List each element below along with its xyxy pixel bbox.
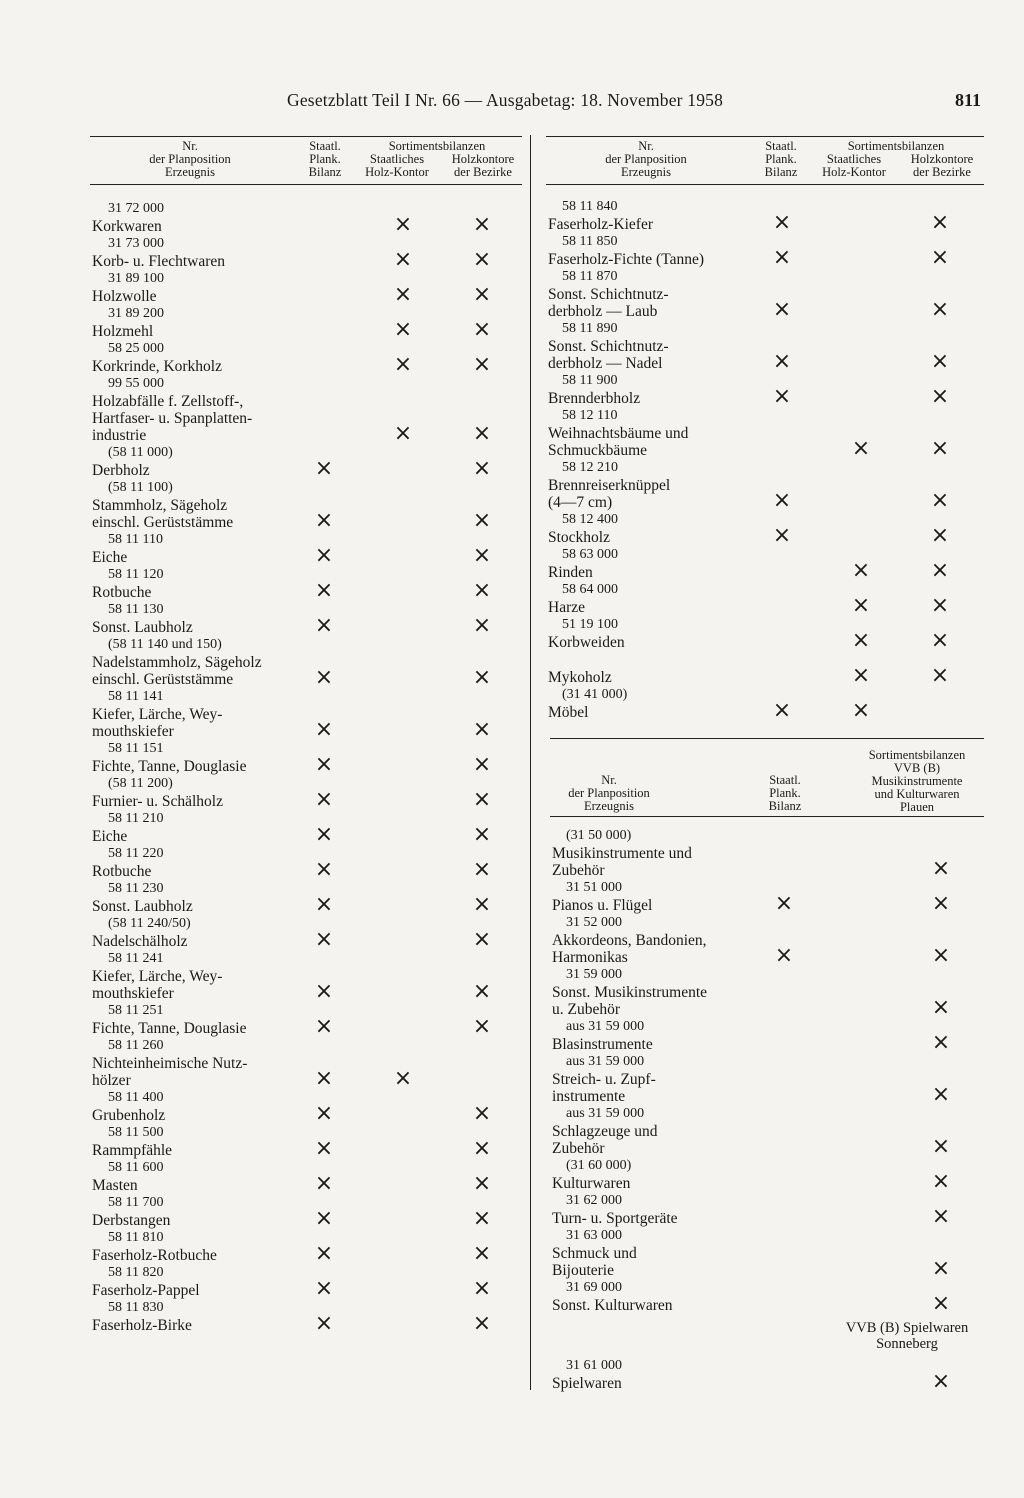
mark-cross: × bbox=[772, 488, 792, 513]
plan-position-code: 31 89 100 bbox=[108, 271, 164, 286]
vvb-spielwaren-note: VVB (B) Spielwaren Sonneberg bbox=[845, 1320, 969, 1352]
mark-cross: × bbox=[931, 1369, 951, 1394]
product-name: Sonst. Schichtnutz- derbholz — Nadel bbox=[548, 338, 669, 372]
mark-cross: × bbox=[772, 384, 792, 409]
product-name: Kiefer, Lärche, Wey- mouthskiefer bbox=[92, 706, 223, 740]
header-staatliches-holzkontor: Staatliches Holz-Kontor bbox=[822, 152, 886, 179]
mark-cross: × bbox=[393, 282, 413, 307]
product-name: Masten bbox=[92, 1177, 138, 1194]
plan-position-code: 58 11 210 bbox=[108, 811, 164, 826]
plan-position-code: 58 11 500 bbox=[108, 1125, 164, 1140]
header-staatl-plank-bilanz: Staatl. Plank. Bilanz bbox=[768, 773, 802, 813]
product-name: Holzabfälle f. Zellstoff-, Hartfaser- u. Spanplatten- industrie bbox=[92, 393, 253, 444]
mark-cross: × bbox=[393, 317, 413, 342]
mark-cross: × bbox=[930, 436, 950, 461]
gazette-title: Gesetzblatt Teil I Nr. 66 — Ausgabetag: 18. November 1958 bbox=[287, 90, 724, 110]
product-name: Sonst. Kulturwaren bbox=[552, 1297, 673, 1314]
table-row bbox=[550, 1357, 984, 1392]
mark-cross: × bbox=[851, 436, 871, 461]
plan-position-code bbox=[546, 651, 984, 669]
table-row bbox=[550, 879, 984, 914]
table-row bbox=[546, 198, 984, 233]
mark-cross: × bbox=[393, 212, 413, 237]
table-row bbox=[90, 444, 522, 479]
table-row bbox=[550, 1279, 984, 1314]
table-row bbox=[546, 511, 984, 546]
product-name: Mykoholz bbox=[548, 669, 612, 686]
plan-position-code: 58 11 820 bbox=[108, 1265, 164, 1280]
table-row bbox=[546, 320, 984, 372]
mark-cross: × bbox=[472, 717, 492, 742]
mark-cross: × bbox=[930, 384, 950, 409]
header-bottom-rule bbox=[550, 816, 984, 817]
product-name: Eiche bbox=[92, 549, 128, 566]
product-name: Rammpfähle bbox=[92, 1142, 173, 1159]
header-staatl-plank-bilanz: Staatl. Plank. Bilanz bbox=[764, 139, 798, 179]
product-name: Faserholz-Pappel bbox=[92, 1282, 200, 1299]
mark-cross: × bbox=[772, 349, 792, 374]
table-row bbox=[90, 1159, 522, 1194]
product-name: Sonst. Musikinstrumente u. Zubehör bbox=[552, 984, 708, 1018]
plan-position-code: 31 63 000 bbox=[566, 1228, 622, 1243]
table-row bbox=[550, 1192, 984, 1227]
mark-cross: × bbox=[472, 1014, 492, 1039]
mark-cross: × bbox=[774, 943, 794, 968]
table-row bbox=[550, 1227, 984, 1279]
mark-cross: × bbox=[314, 822, 334, 847]
plan-position-code: 58 11 700 bbox=[108, 1195, 164, 1210]
table-row bbox=[90, 1089, 522, 1124]
mark-cross: × bbox=[472, 927, 492, 952]
page-header bbox=[92, 90, 986, 116]
plan-position-code: 31 69 000 bbox=[566, 1280, 622, 1295]
plan-position-code: 58 11 220 bbox=[108, 846, 164, 861]
mark-cross: × bbox=[314, 927, 334, 952]
mark-cross: × bbox=[314, 508, 334, 533]
mark-cross: × bbox=[472, 352, 492, 377]
product-name: Rotbuche bbox=[92, 863, 152, 880]
mark-cross: × bbox=[930, 593, 950, 618]
mark-cross: × bbox=[472, 282, 492, 307]
plan-position-code: 58 11 141 bbox=[108, 689, 164, 704]
mark-cross: × bbox=[472, 1171, 492, 1196]
mark-cross: × bbox=[314, 1206, 334, 1231]
table-row bbox=[546, 546, 984, 581]
plan-position-code: (31 41 000) bbox=[562, 687, 628, 702]
mark-cross: × bbox=[472, 247, 492, 272]
mark-cross: × bbox=[472, 892, 492, 917]
header-sortimentsbilanzen: Sortimentsbilanzen bbox=[388, 139, 486, 153]
product-name: Eiche bbox=[92, 828, 128, 845]
mark-cross: × bbox=[772, 210, 792, 235]
mark-cross: × bbox=[314, 1014, 334, 1039]
mark-cross: × bbox=[472, 665, 492, 690]
product-name: Fichte, Tanne, Douglasie bbox=[92, 758, 247, 775]
table-top-rule bbox=[546, 136, 984, 137]
mark-cross: × bbox=[314, 456, 334, 481]
mark-cross: × bbox=[472, 787, 492, 812]
product-name: Sonst. Laubholz bbox=[92, 619, 193, 636]
table-row bbox=[90, 845, 522, 880]
table-row bbox=[546, 372, 984, 407]
product-name: Fichte, Tanne, Douglasie bbox=[92, 1020, 247, 1037]
product-name: Turn- u. Sportgeräte bbox=[552, 1210, 678, 1227]
plan-position-code: 31 73 000 bbox=[108, 236, 164, 251]
plan-position-code: 31 61 000 bbox=[566, 1358, 622, 1373]
mark-cross: × bbox=[314, 1171, 334, 1196]
plan-position-code: aus 31 59 000 bbox=[566, 1054, 645, 1069]
product-name: Derbstangen bbox=[92, 1212, 171, 1229]
header-staatl-plank-bilanz: Staatl. Plank. Bilanz bbox=[308, 139, 342, 179]
product-name: Pianos u. Flügel bbox=[552, 897, 653, 914]
table-row bbox=[90, 200, 522, 235]
plan-position-code: 58 11 110 bbox=[108, 532, 163, 547]
plan-position-code: (58 11 140 und 150) bbox=[108, 637, 222, 652]
table-row bbox=[550, 966, 984, 1018]
product-name: Nadelstammholz, Sägeholz einschl. Gerüststämme bbox=[92, 654, 262, 688]
plan-position-code: 58 11 830 bbox=[108, 1300, 164, 1315]
product-name: Blasinstrumente bbox=[552, 1036, 653, 1053]
plan-position-code: 58 12 210 bbox=[562, 460, 618, 475]
plan-position-code: aus 31 59 000 bbox=[566, 1019, 645, 1034]
product-name: Harze bbox=[548, 599, 585, 616]
table-row bbox=[90, 601, 522, 636]
product-name: Stammholz, Sägeholz einschl. Gerüststämme bbox=[92, 497, 234, 531]
plan-position-code: 58 11 870 bbox=[562, 269, 618, 284]
header-planposition: Nr. der Planposition Erzeugnis bbox=[149, 139, 231, 179]
plan-position-code: 99 55 000 bbox=[108, 376, 164, 391]
plan-position-code: 58 11 840 bbox=[562, 199, 618, 214]
header-bottom-rule bbox=[546, 184, 984, 185]
plan-position-code: 58 11 260 bbox=[108, 1038, 164, 1053]
mark-cross: × bbox=[931, 1291, 951, 1316]
table-row bbox=[546, 651, 984, 686]
table-row bbox=[90, 375, 522, 444]
table-row bbox=[90, 636, 522, 688]
plan-position-code: 58 12 110 bbox=[562, 408, 618, 423]
table-row bbox=[546, 268, 984, 320]
plan-position-code: 58 11 890 bbox=[562, 321, 618, 336]
plan-position-code: 58 25 000 bbox=[108, 341, 164, 356]
product-name: Nadelschälholz bbox=[92, 933, 188, 950]
mark-cross: × bbox=[472, 212, 492, 237]
mark-cross: × bbox=[472, 456, 492, 481]
product-name: Derbholz bbox=[92, 462, 150, 479]
product-name: Weihnachtsbäume und Schmuckbäume bbox=[548, 425, 689, 459]
plan-position-code: 58 11 400 bbox=[108, 1090, 164, 1105]
mark-cross: × bbox=[472, 543, 492, 568]
mark-cross: × bbox=[393, 1066, 413, 1091]
mark-cross: × bbox=[931, 1204, 951, 1229]
plan-position-code: (31 60 000) bbox=[566, 1158, 632, 1173]
mark-cross: × bbox=[930, 523, 950, 548]
table-row bbox=[546, 616, 984, 651]
product-name: Korbweiden bbox=[548, 634, 625, 651]
plan-position-code: 51 19 100 bbox=[562, 617, 618, 632]
mark-cross: × bbox=[931, 1134, 951, 1159]
column-divider bbox=[530, 135, 531, 1390]
mark-cross: × bbox=[472, 1276, 492, 1301]
mark-cross: × bbox=[472, 1241, 492, 1266]
mark-cross: × bbox=[930, 297, 950, 322]
mark-cross: × bbox=[930, 558, 950, 583]
plan-position-code: 58 63 000 bbox=[562, 547, 618, 562]
plan-position-code: 58 11 600 bbox=[108, 1160, 164, 1175]
table-row bbox=[90, 479, 522, 531]
mark-cross: × bbox=[314, 1276, 334, 1301]
mark-cross: × bbox=[931, 891, 951, 916]
table-row bbox=[90, 566, 522, 601]
table-row bbox=[90, 950, 522, 1002]
mark-cross: × bbox=[851, 593, 871, 618]
table-row bbox=[90, 740, 522, 775]
table-row bbox=[550, 1157, 984, 1192]
product-name: Korkrinde, Korkholz bbox=[92, 358, 222, 375]
mark-cross: × bbox=[472, 578, 492, 603]
product-name: Schmuck und Bijouterie bbox=[552, 1245, 637, 1279]
table-row bbox=[90, 531, 522, 566]
product-name: Faserholz-Rotbuche bbox=[92, 1247, 217, 1264]
product-name: Rotbuche bbox=[92, 584, 152, 601]
plan-position-code: 31 59 000 bbox=[566, 967, 622, 982]
plan-position-code: 58 11 151 bbox=[108, 741, 164, 756]
music-table bbox=[550, 738, 984, 1398]
plan-position-code: 58 11 251 bbox=[108, 1003, 164, 1018]
mark-cross: × bbox=[931, 1169, 951, 1194]
product-name: Brennderbholz bbox=[548, 390, 641, 407]
product-name: Brennreiserknüppel (4—7 cm) bbox=[548, 477, 671, 511]
product-name: Holzmehl bbox=[92, 323, 154, 340]
mark-cross: × bbox=[851, 628, 871, 653]
mark-cross: × bbox=[314, 752, 334, 777]
table-row bbox=[90, 305, 522, 340]
mark-cross: × bbox=[930, 210, 950, 235]
plan-position-code: 31 62 000 bbox=[566, 1193, 622, 1208]
product-name: Faserholz-Fichte (Tanne) bbox=[548, 251, 705, 268]
table-row bbox=[550, 1053, 984, 1105]
product-name: Nichteinheimische Nutz- hölzer bbox=[92, 1055, 248, 1089]
mark-cross: × bbox=[930, 245, 950, 270]
plan-position-code: 58 11 241 bbox=[108, 951, 164, 966]
mark-cross: × bbox=[314, 1066, 334, 1091]
header-staatliches-holzkontor: Staatliches Holz-Kontor bbox=[365, 152, 429, 179]
plan-position-code: 58 64 000 bbox=[562, 582, 618, 597]
plan-position-code: 58 11 130 bbox=[108, 602, 164, 617]
table-row bbox=[90, 1264, 522, 1299]
mark-cross: × bbox=[314, 1136, 334, 1161]
table-row bbox=[90, 270, 522, 305]
plan-position-code: 31 89 200 bbox=[108, 306, 164, 321]
right-table bbox=[546, 136, 984, 736]
table-row bbox=[90, 1299, 522, 1334]
product-name: Akkordeons, Bandonien, Harmonikas bbox=[552, 932, 707, 966]
mark-cross: × bbox=[772, 698, 792, 723]
table-row bbox=[90, 235, 522, 270]
mark-cross: × bbox=[472, 317, 492, 342]
mark-cross: × bbox=[772, 245, 792, 270]
header-holzkontore-bezirke: Holzkontore der Bezirke bbox=[451, 152, 515, 179]
product-name: Faserholz-Birke bbox=[92, 1317, 192, 1334]
plan-position-code: 58 11 850 bbox=[562, 234, 618, 249]
product-name: Furnier- u. Schälholz bbox=[92, 793, 223, 810]
table-row bbox=[546, 407, 984, 459]
product-name: Möbel bbox=[548, 704, 589, 721]
table-top-rule bbox=[550, 738, 984, 739]
mark-cross: × bbox=[931, 995, 951, 1020]
product-name: Musikinstrumente und Zubehör bbox=[552, 845, 692, 879]
header-vvb-musikinstrumente-plauen: Sortimentsbilanzen VVB (B) Musikinstrumente und Kulturwaren Plauen bbox=[868, 748, 966, 814]
mark-cross: × bbox=[472, 1311, 492, 1336]
header-holzkontore-bezirke: Holzkontore der Bezirke bbox=[910, 152, 974, 179]
table-row bbox=[550, 914, 984, 966]
product-name: Spielwaren bbox=[552, 1375, 622, 1392]
mark-cross: × bbox=[772, 297, 792, 322]
product-name: Sonst. Schichtnutz- derbholz — Laub bbox=[548, 286, 669, 320]
table-row bbox=[90, 915, 522, 950]
mark-cross: × bbox=[930, 349, 950, 374]
page-number: 811 bbox=[954, 90, 981, 110]
mark-cross: × bbox=[472, 979, 492, 1004]
mark-cross: × bbox=[314, 787, 334, 812]
mark-cross: × bbox=[472, 613, 492, 638]
mark-cross: × bbox=[314, 543, 334, 568]
mark-cross: × bbox=[472, 1206, 492, 1231]
product-name: Streich- u. Zupf- instrumente bbox=[552, 1071, 656, 1105]
table-row bbox=[546, 581, 984, 616]
mark-cross: × bbox=[931, 1030, 951, 1055]
plan-position-code: (31 50 000) bbox=[566, 828, 632, 843]
plan-position-code: 31 51 000 bbox=[566, 880, 622, 895]
plan-position-code: 58 11 810 bbox=[108, 1230, 164, 1245]
header-sortimentsbilanzen: Sortimentsbilanzen bbox=[847, 139, 945, 153]
mark-cross: × bbox=[472, 1136, 492, 1161]
mark-cross: × bbox=[851, 663, 871, 688]
header-planposition: Nr. der Planposition Erzeugnis bbox=[605, 139, 687, 179]
table-row bbox=[90, 1002, 522, 1037]
table-row bbox=[90, 688, 522, 740]
plan-position-code: 58 11 900 bbox=[562, 373, 618, 388]
mark-cross: × bbox=[472, 1101, 492, 1126]
mark-cross: × bbox=[472, 508, 492, 533]
plan-position-code: (58 11 240/50) bbox=[108, 916, 191, 931]
table-row bbox=[90, 1229, 522, 1264]
product-name: Sonst. Laubholz bbox=[92, 898, 193, 915]
table-top-rule bbox=[90, 136, 522, 137]
mark-cross: × bbox=[314, 578, 334, 603]
table-row bbox=[546, 233, 984, 268]
table-row bbox=[550, 827, 984, 879]
table-row bbox=[90, 340, 522, 375]
mark-cross: × bbox=[851, 698, 871, 723]
mark-cross: × bbox=[930, 488, 950, 513]
mark-cross: × bbox=[931, 1256, 951, 1281]
product-name: Korb- u. Flechtwaren bbox=[92, 253, 225, 270]
table-row bbox=[90, 775, 522, 810]
product-name: Stockholz bbox=[548, 529, 610, 546]
plan-position-code: (58 11 100) bbox=[108, 480, 173, 495]
plan-position-code: 58 12 400 bbox=[562, 512, 618, 527]
mark-cross: × bbox=[314, 857, 334, 882]
mark-cross: × bbox=[314, 665, 334, 690]
mark-cross: × bbox=[393, 247, 413, 272]
table-row bbox=[90, 1037, 522, 1089]
plan-position-code: (58 11 200) bbox=[108, 776, 173, 791]
product-name: Schlagzeuge und Zubehör bbox=[552, 1123, 658, 1157]
mark-cross: × bbox=[314, 717, 334, 742]
plan-position-code: aus 31 59 000 bbox=[566, 1106, 645, 1121]
table-row bbox=[550, 1105, 984, 1157]
product-name: Korkwaren bbox=[92, 218, 162, 235]
left-table bbox=[90, 136, 522, 1396]
plan-position-code: 58 11 230 bbox=[108, 881, 164, 896]
mark-cross: × bbox=[774, 891, 794, 916]
mark-cross: × bbox=[931, 1082, 951, 1107]
header-planposition: Nr. der Planposition Erzeugnis bbox=[568, 773, 650, 813]
table-row bbox=[90, 880, 522, 915]
mark-cross: × bbox=[314, 1241, 334, 1266]
mark-cross: × bbox=[314, 1311, 334, 1336]
mark-cross: × bbox=[472, 752, 492, 777]
mark-cross: × bbox=[472, 822, 492, 847]
mark-cross: × bbox=[931, 943, 951, 968]
table-row bbox=[546, 459, 984, 511]
plan-position-code: 31 72 000 bbox=[108, 201, 164, 216]
table-row bbox=[90, 1194, 522, 1229]
table-row bbox=[90, 810, 522, 845]
mark-cross: × bbox=[314, 1101, 334, 1126]
plan-position-code: (58 11 000) bbox=[108, 445, 173, 460]
mark-cross: × bbox=[393, 352, 413, 377]
mark-cross: × bbox=[851, 558, 871, 583]
product-name: Grubenholz bbox=[92, 1107, 166, 1124]
mark-cross: × bbox=[314, 613, 334, 638]
table-row bbox=[550, 1018, 984, 1053]
mark-cross: × bbox=[772, 523, 792, 548]
mark-cross: × bbox=[314, 892, 334, 917]
mark-cross: × bbox=[931, 856, 951, 881]
mark-cross: × bbox=[393, 421, 413, 446]
header-bottom-rule bbox=[90, 184, 522, 185]
product-name: Faserholz-Kiefer bbox=[548, 216, 654, 233]
plan-position-code: 31 52 000 bbox=[566, 915, 622, 930]
mark-cross: × bbox=[472, 857, 492, 882]
table-row bbox=[90, 1124, 522, 1159]
mark-cross: × bbox=[472, 421, 492, 446]
product-name: Kiefer, Lärche, Wey- mouthskiefer bbox=[92, 968, 223, 1002]
plan-position-code: 58 11 120 bbox=[108, 567, 164, 582]
product-name: Rinden bbox=[548, 564, 593, 581]
mark-cross: × bbox=[930, 663, 950, 688]
product-name: Holzwolle bbox=[92, 288, 157, 305]
mark-cross: × bbox=[930, 628, 950, 653]
mark-cross: × bbox=[314, 979, 334, 1004]
table-row bbox=[546, 686, 984, 721]
product-name: Kulturwaren bbox=[552, 1175, 631, 1192]
